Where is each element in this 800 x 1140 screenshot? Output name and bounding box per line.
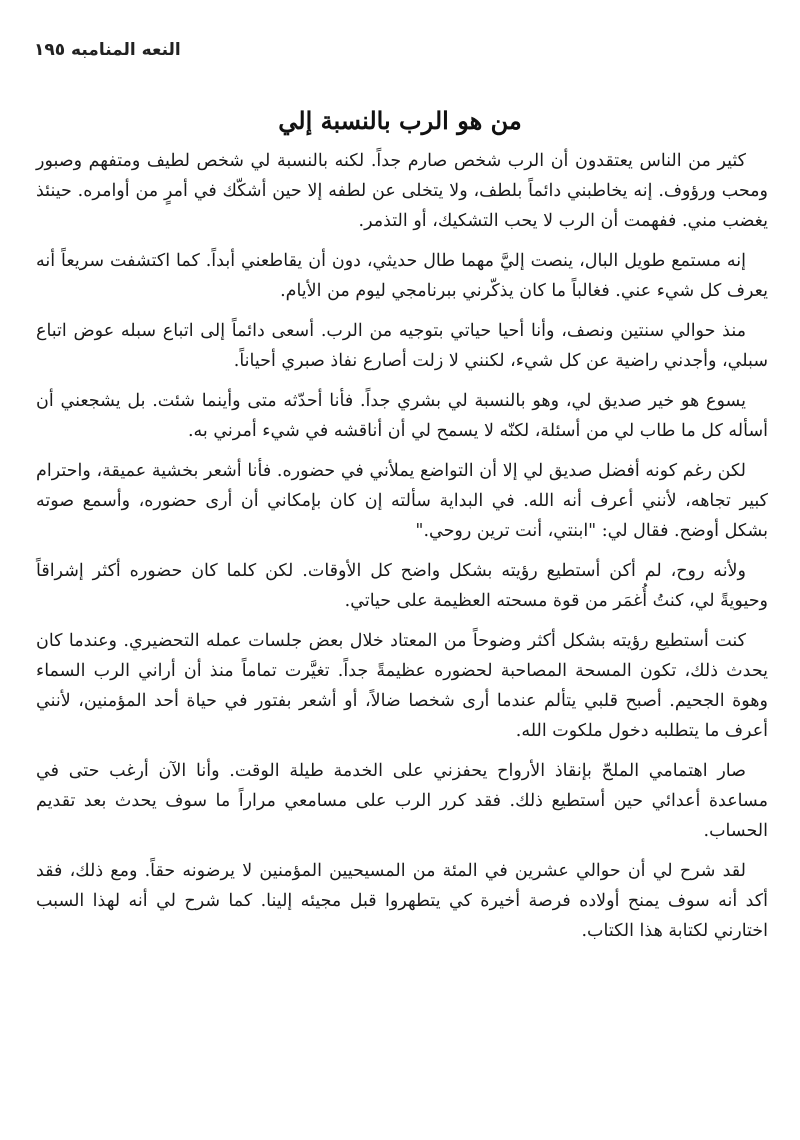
paragraph: منذ حوالي سنتين ونصف، وأنا أحيا حياتي بتوجيه من الرب. أسعى دائماً إلى اتباع سبله عوض اتباع سبلي، وأجدني راضية عن كل شيء، لكنني لا زلت أصارع نفاذ صبري أحياناً. [36,321,768,371]
paragraph: لكن رغم كونه أفضل صديق لي إلا أن التواضع يملأني في حضوره. فأنا أشعر بخشية عميقة، واحترام كبير تجاهه، لأنني أعرف أنه الله. في البداية سألته إن كان بإمكاني أن أرى حضوره، وأسمع صوته بشكل أوضح. فقال لي: "ابنتي، أنت ترين روحي." [36,461,768,541]
chapter-title: من هو الرب بالنسبة إلي [278,106,522,135]
paragraph: يسوع هو خير صديق لي، وهو بالنسبة لي بشري جداً. فأنا أحدّثه متى وأينما شئت. بل يشجعني أن أسأله كل ما طاب لي من أسئلة، لكنّه لا يسمح لي أن أناقشه في شيء أمرني به. [36,391,768,441]
paragraph: كثير من الناس يعتقدون أن الرب شخص صارم جداً. لكنه بالنسبة لي شخص لطيف ومتفهم وصبور ومحب ورؤوف. إنه يخاطبني دائماً بلطف، ولا يتخلى عن لطفه إلا حين أشكّك في أمرٍ من أوامره. حينئذ يغضب مني. ففهمت أن الرب لا يحب التشكيك، أو التذمر. [36,151,768,231]
running-header: النعه المنامبه ١٩٥ [34,40,181,60]
paragraph: صار اهتمامي الملحّ بإنقاذ الأرواح يحفزني على الخدمة طيلة الوقت. وأنا الآن أرغب حتى في مساعدة أعدائي حين أستطيع ذلك. فقد كرر الرب على مسامعي مراراً ما سوف يحدث بعد تقديم الحساب. [36,761,768,841]
paragraph: كنت أستطيع رؤيته بشكل أكثر وضوحاً من المعتاد خلال بعض جلسات عمله التحضيري. وعندما كان يحدث ذلك، تكون المسحة المصاحبة لحضوره عظيمةً جداً. تغيَّرت تماماً منذ أن أراني الرب السماء وهوة الجحيم. أصبح قلبي يتألم عندما أرى شخصا ضالاً، أو أشعر بفتور في حياة أحد المؤمنين، لأنني أعرف ما يتطلبه دخول ملكوت الله. [36,631,768,741]
body-text [36,146,768,956]
paragraph: إنه مستمع طويل البال، ينصت إليَّ مهما طال حديثي، دون أن يقاطعني أبداً. كما اكتشفت سريعاً أنه يعرف كل شيء عني. فغالباً ما كان يذكّرني ببرنامجي ليوم من الأيام. [36,251,768,301]
paragraph: ولأنه روح، لم أكن أستطيع رؤيته بشكل واضح كل الأوقات. لكن كلما كان حضوره أكثر إشراقاً وحيويةً لي، كنتُ أُغمَر من قوة مسحته العظيمة على حياتي. [36,561,768,611]
paragraph: لقد شرح لي أن حوالي عشرين في المئة من المسيحيين المؤمنين لا يرضونه حقاً. ومع ذلك، فقد أكد أنه سوف يمنح أولاده فرصة أخيرة كي يتطهروا قبل مجيئه إلينا. كما شرح لي أنه لهذا السبب اختارني لكتابة هذا الكتاب. [36,861,768,941]
